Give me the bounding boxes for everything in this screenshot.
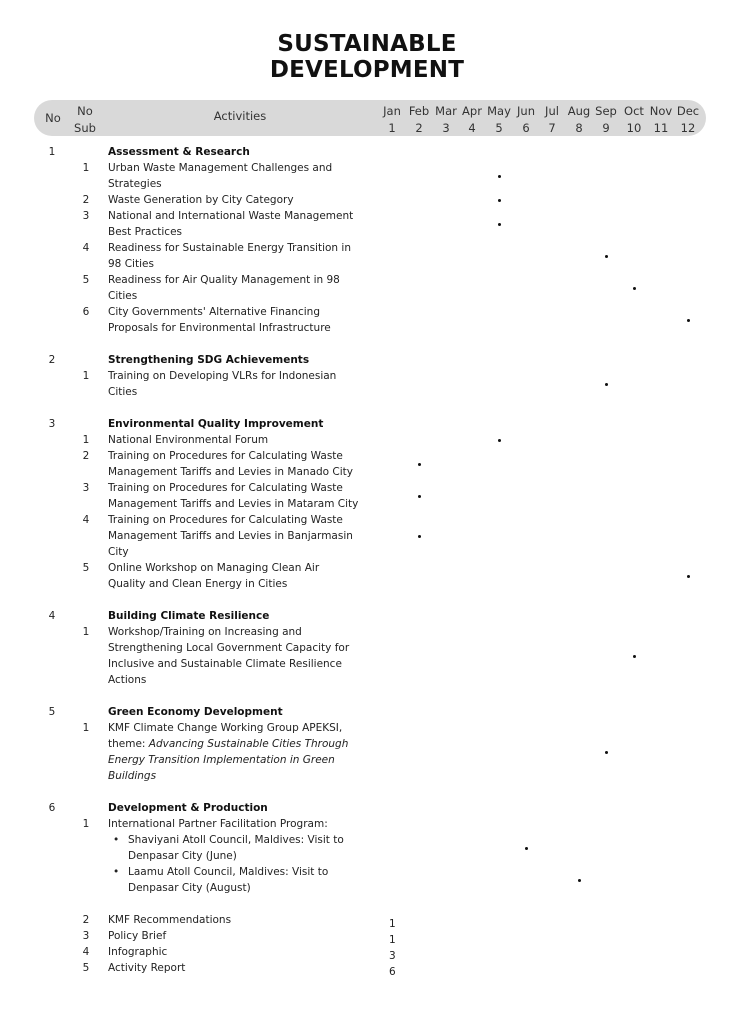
- schedule-dot: [418, 535, 421, 538]
- activity-line: Strengthening Local Government Capacity for: [108, 642, 350, 654]
- header-month-number-2: 2: [415, 121, 423, 135]
- schedule-dot: [418, 463, 421, 466]
- bullet-marker: •: [113, 866, 120, 878]
- section-number: 6: [48, 802, 56, 814]
- header-month-number-11: 11: [653, 121, 669, 135]
- sub-number: 2: [82, 914, 90, 926]
- header-month-number-12: 12: [680, 121, 696, 135]
- header-month-number-8: 8: [575, 121, 583, 135]
- header-month-7: Jul: [545, 104, 559, 118]
- bullet-line: Denpasar City (June): [128, 850, 237, 862]
- sub-number: 1: [82, 162, 90, 174]
- activity-line: Readiness for Air Quality Management in 98: [108, 274, 340, 286]
- sub-number: 5: [82, 962, 90, 974]
- sub-number: 1: [82, 370, 90, 382]
- page-title: [0, 31, 734, 83]
- schedule-dot: [578, 879, 581, 882]
- bullet-line: Denpasar City (August): [128, 882, 251, 894]
- section-title: Building Climate Resilience: [108, 610, 270, 622]
- sub-number: 2: [82, 194, 90, 206]
- activity-line: Readiness for Sustainable Energy Transition in: [108, 242, 351, 254]
- schedule-dot: [498, 175, 501, 178]
- sub-number: 6: [82, 306, 90, 318]
- activity-italic-line: Buildings: [108, 770, 157, 782]
- schedule-dot: [498, 223, 501, 226]
- activity-italic-line: Energy Transition Implementation in Green: [108, 754, 335, 766]
- header-month-12: Dec: [676, 104, 700, 118]
- section-number: 1: [48, 146, 56, 158]
- header-month-3: Mar: [435, 104, 457, 118]
- activity-line: City Governments' Alternative Financing: [108, 306, 320, 318]
- sub-number: 1: [82, 434, 90, 446]
- header-month-number-1: 1: [388, 121, 396, 135]
- section-title: Assessment & Research: [108, 146, 250, 158]
- header-month-number-5: 5: [495, 121, 503, 135]
- header-month-2: Feb: [408, 104, 430, 118]
- header-month-number-7: 7: [548, 121, 556, 135]
- sub-number: 5: [82, 274, 90, 286]
- activity-line: Best Practices: [108, 226, 182, 238]
- jan-count: 6: [389, 966, 396, 978]
- activity-line: Policy Brief: [108, 930, 167, 942]
- schedule-dot: [418, 495, 421, 498]
- activity-line: Management Tariffs and Levies in Manado City: [108, 466, 354, 478]
- schedule-dot: [605, 383, 608, 386]
- activity-line: Training on Procedures for Calculating Waste: [108, 482, 343, 494]
- bullet-marker: •: [113, 834, 120, 846]
- section-number: 4: [48, 610, 56, 622]
- header-month-4: Apr: [462, 104, 482, 118]
- activity-line: KMF Climate Change Working Group APEKSI,: [108, 722, 343, 734]
- header-month-number-4: 4: [468, 121, 476, 135]
- schedule-dot: [687, 319, 690, 322]
- schedule-dot: [633, 287, 636, 290]
- section-number: 2: [48, 354, 56, 366]
- jan-count: 3: [389, 950, 396, 962]
- activity-line: Quality and Clean Energy in Cities: [108, 578, 288, 590]
- sub-number: 3: [82, 930, 90, 942]
- activity-line: National and International Waste Management: [108, 210, 354, 222]
- activity-line: Urban Waste Management Challenges and: [108, 162, 333, 174]
- activity-line: Activity Report: [108, 962, 186, 974]
- activity-line: Inclusive and Sustainable Climate Resilience: [108, 658, 342, 670]
- activity-line: KMF Recommendations: [108, 914, 232, 926]
- bullet-line: Laamu Atoll Council, Maldives: Visit to: [128, 866, 329, 878]
- activity-line: Proposals for Environmental Infrastructure: [108, 322, 331, 334]
- activity-line: Infographic: [108, 946, 168, 958]
- title-line-2: DEVELOPMENT: [269, 57, 465, 83]
- activity-line: Strategies: [108, 178, 162, 190]
- activity-line: Management Tariffs and Levies in Mataram City: [108, 498, 359, 510]
- header-month-10: Oct: [624, 104, 644, 118]
- activity-line: Training on Procedures for Calculating Waste: [108, 514, 343, 526]
- section-number: 3: [48, 418, 56, 430]
- schedule-dot: [498, 199, 501, 202]
- header-no-sub-top: No: [77, 104, 93, 118]
- sub-number: 1: [82, 722, 90, 734]
- sub-number: 4: [82, 946, 90, 958]
- sub-number: 4: [82, 514, 90, 526]
- schedule-dot: [525, 847, 528, 850]
- header-month-1: Jan: [383, 104, 401, 118]
- sub-number: 3: [82, 482, 90, 494]
- jan-count: 1: [389, 934, 396, 946]
- activity-line: Training on Developing VLRs for Indonesian: [108, 370, 337, 382]
- activity-line: theme: Advancing Sustainable Cities Through: [108, 738, 349, 750]
- header-activities: Activities: [213, 109, 267, 123]
- sub-number: 5: [82, 562, 90, 574]
- header-month-8: Aug: [567, 104, 591, 118]
- header-month-9: Sep: [595, 104, 617, 118]
- activity-line: Workshop/Training on Increasing and: [108, 626, 302, 638]
- activity-line: 98 Cities: [108, 258, 154, 270]
- section-title: Development & Production: [108, 802, 268, 814]
- jan-count: 1: [389, 918, 396, 930]
- schedule-dot: [687, 575, 690, 578]
- activity-line: Waste Generation by City Category: [108, 194, 294, 206]
- header-month-number-3: 3: [442, 121, 450, 135]
- schedule-dot: [498, 439, 501, 442]
- activity-line: Actions: [108, 674, 147, 686]
- sub-number: 1: [82, 626, 90, 638]
- header-month-number-10: 10: [626, 121, 642, 135]
- header-no-sub-bottom: Sub: [74, 121, 96, 135]
- activity-line: Training on Procedures for Calculating Waste: [108, 450, 343, 462]
- header-month-number-6: 6: [522, 121, 530, 135]
- activity-line: Management Tariffs and Levies in Banjarmasin: [108, 530, 353, 542]
- section-title: Environmental Quality Improvement: [108, 418, 324, 430]
- sub-number: 1: [82, 818, 90, 830]
- schedule-dot: [605, 751, 608, 754]
- sub-number: 3: [82, 210, 90, 222]
- header-month-5: May: [487, 104, 511, 118]
- schedule-dot: [605, 255, 608, 258]
- activity-line: National Environmental Forum: [108, 434, 269, 446]
- schedule-dot: [633, 655, 636, 658]
- section-number: 5: [48, 706, 56, 718]
- bullet-line: Shaviyani Atoll Council, Maldives: Visit to: [128, 834, 344, 846]
- header-no: No: [45, 111, 61, 125]
- section-title: Strengthening SDG Achievements: [108, 354, 310, 366]
- activity-line: Cities: [108, 290, 138, 302]
- section-title: Green Economy Development: [108, 706, 283, 718]
- activity-italic-theme: Advancing Sustainable Cities Through: [148, 738, 349, 750]
- activity-line: Online Workshop on Managing Clean Air: [108, 562, 320, 574]
- activity-line: International Partner Facilitation Program:: [108, 818, 328, 830]
- header-month-6: Jun: [517, 104, 535, 118]
- header-month-11: Nov: [649, 104, 673, 118]
- header-month-number-9: 9: [602, 121, 610, 135]
- activity-line: City: [108, 546, 129, 558]
- title-line-1: SUSTAINABLE: [277, 31, 457, 57]
- activity-line: Cities: [108, 386, 138, 398]
- sub-number: 2: [82, 450, 90, 462]
- sub-number: 4: [82, 242, 90, 254]
